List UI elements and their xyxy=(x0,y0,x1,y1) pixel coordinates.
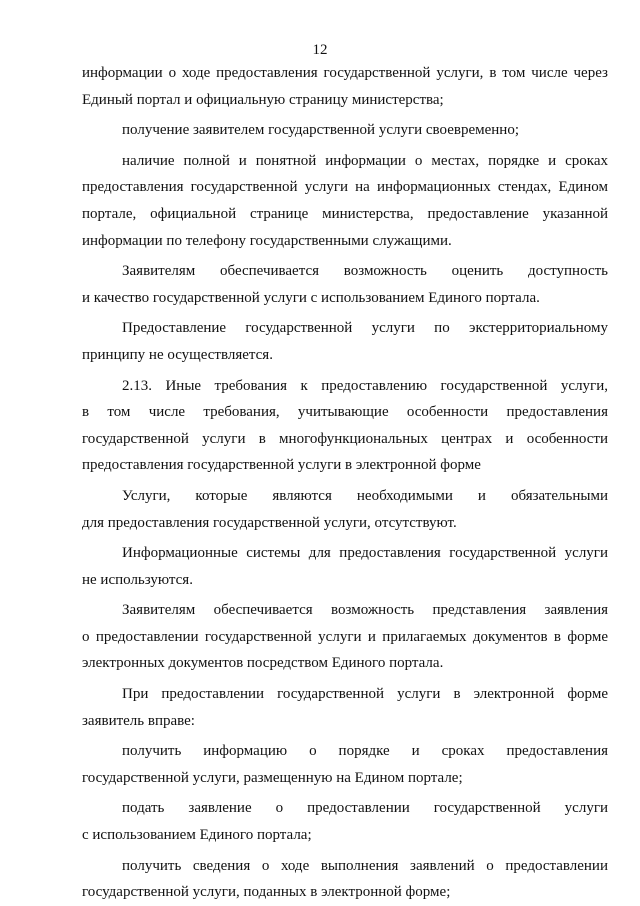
text-line: подать заявление о предоставлении государственной услуги xyxy=(122,800,608,817)
text-line: При предоставлении государственной услуги в электронной форме xyxy=(122,686,608,703)
text-line: о предоставлении государственной услуги и прилагаемых документов в форме xyxy=(82,628,608,645)
document-body xyxy=(82,60,608,906)
text-line: получение заявителем государственной услуги своевременно; xyxy=(122,122,519,139)
text-line: Заявителям обеспечивается возможность оценить доступность xyxy=(122,263,608,280)
text-line: Единый портал и официальную страницу министерства; xyxy=(82,91,444,108)
text-line: не используются. xyxy=(82,571,193,588)
text-line: получить сведения о ходе выполнения заявлений о предоставлении xyxy=(122,857,608,874)
text-line: Услуги, которые являются необходимыми и обязательными xyxy=(122,487,608,504)
text-line: электронных документов посредством Единого портала. xyxy=(82,655,444,672)
paragraph-p10 xyxy=(82,738,608,791)
text-line: в том числе требования, учитывающие особенности предоставления xyxy=(82,404,608,421)
text-line: предоставления государственной услуги на информационных стендах, Едином xyxy=(82,179,608,196)
text-line: государственной услуги в многофункциональных центрах и особенности xyxy=(82,430,608,447)
text-line: получить информацию о порядке и сроках предоставления xyxy=(122,743,608,760)
text-line: Заявителям обеспечивается возможность представления заявления xyxy=(122,602,608,619)
text-line: Информационные системы для предоставления государственной услуги xyxy=(122,545,608,562)
text-line: 2.13. Иные требования к предоставлению государственной услуги, xyxy=(122,377,608,394)
paragraph-p12 xyxy=(82,853,608,906)
paragraph-p8 xyxy=(82,597,608,677)
text-line: наличие полной и понятной информации о местах, порядке и сроках xyxy=(122,152,608,169)
paragraph-p4 xyxy=(82,315,608,368)
text-line: государственной услуги, размещенную на Едином портале; xyxy=(82,769,463,786)
text-line: принципу не осуществляется. xyxy=(82,346,273,363)
paragraph-p0 xyxy=(82,60,608,113)
paragraph-p6 xyxy=(82,483,608,536)
paragraph-p7 xyxy=(82,540,608,593)
paragraph-p11 xyxy=(82,795,608,848)
text-line: заявитель вправе: xyxy=(82,712,195,729)
text-line: Предоставление государственной услуги по экстерриториальному xyxy=(122,320,608,337)
paragraph-p2 xyxy=(82,148,608,254)
text-line: портале, официальной странице министерства, предоставление указанной xyxy=(82,205,608,222)
text-line: для предоставления государственной услуги, отсутствуют. xyxy=(82,514,457,531)
paragraph-p9 xyxy=(82,681,608,734)
paragraph-p3 xyxy=(82,258,608,311)
text-line: информации по телефону государственными служащими. xyxy=(82,232,452,249)
text-line: и качество государственной услуги с использованием Единого портала. xyxy=(82,289,540,306)
paragraph-p1 xyxy=(82,117,608,144)
text-line: с использованием Единого портала; xyxy=(82,827,312,844)
text-line: информации о ходе предоставления государственной услуги, в том числе через xyxy=(82,65,608,81)
text-line: государственной услуги, поданных в электронной форме; xyxy=(82,884,451,901)
paragraph-p5 xyxy=(82,373,608,479)
page-number: 12 xyxy=(312,42,328,58)
text-line: предоставления государственной услуги в электронной форме xyxy=(82,457,481,474)
